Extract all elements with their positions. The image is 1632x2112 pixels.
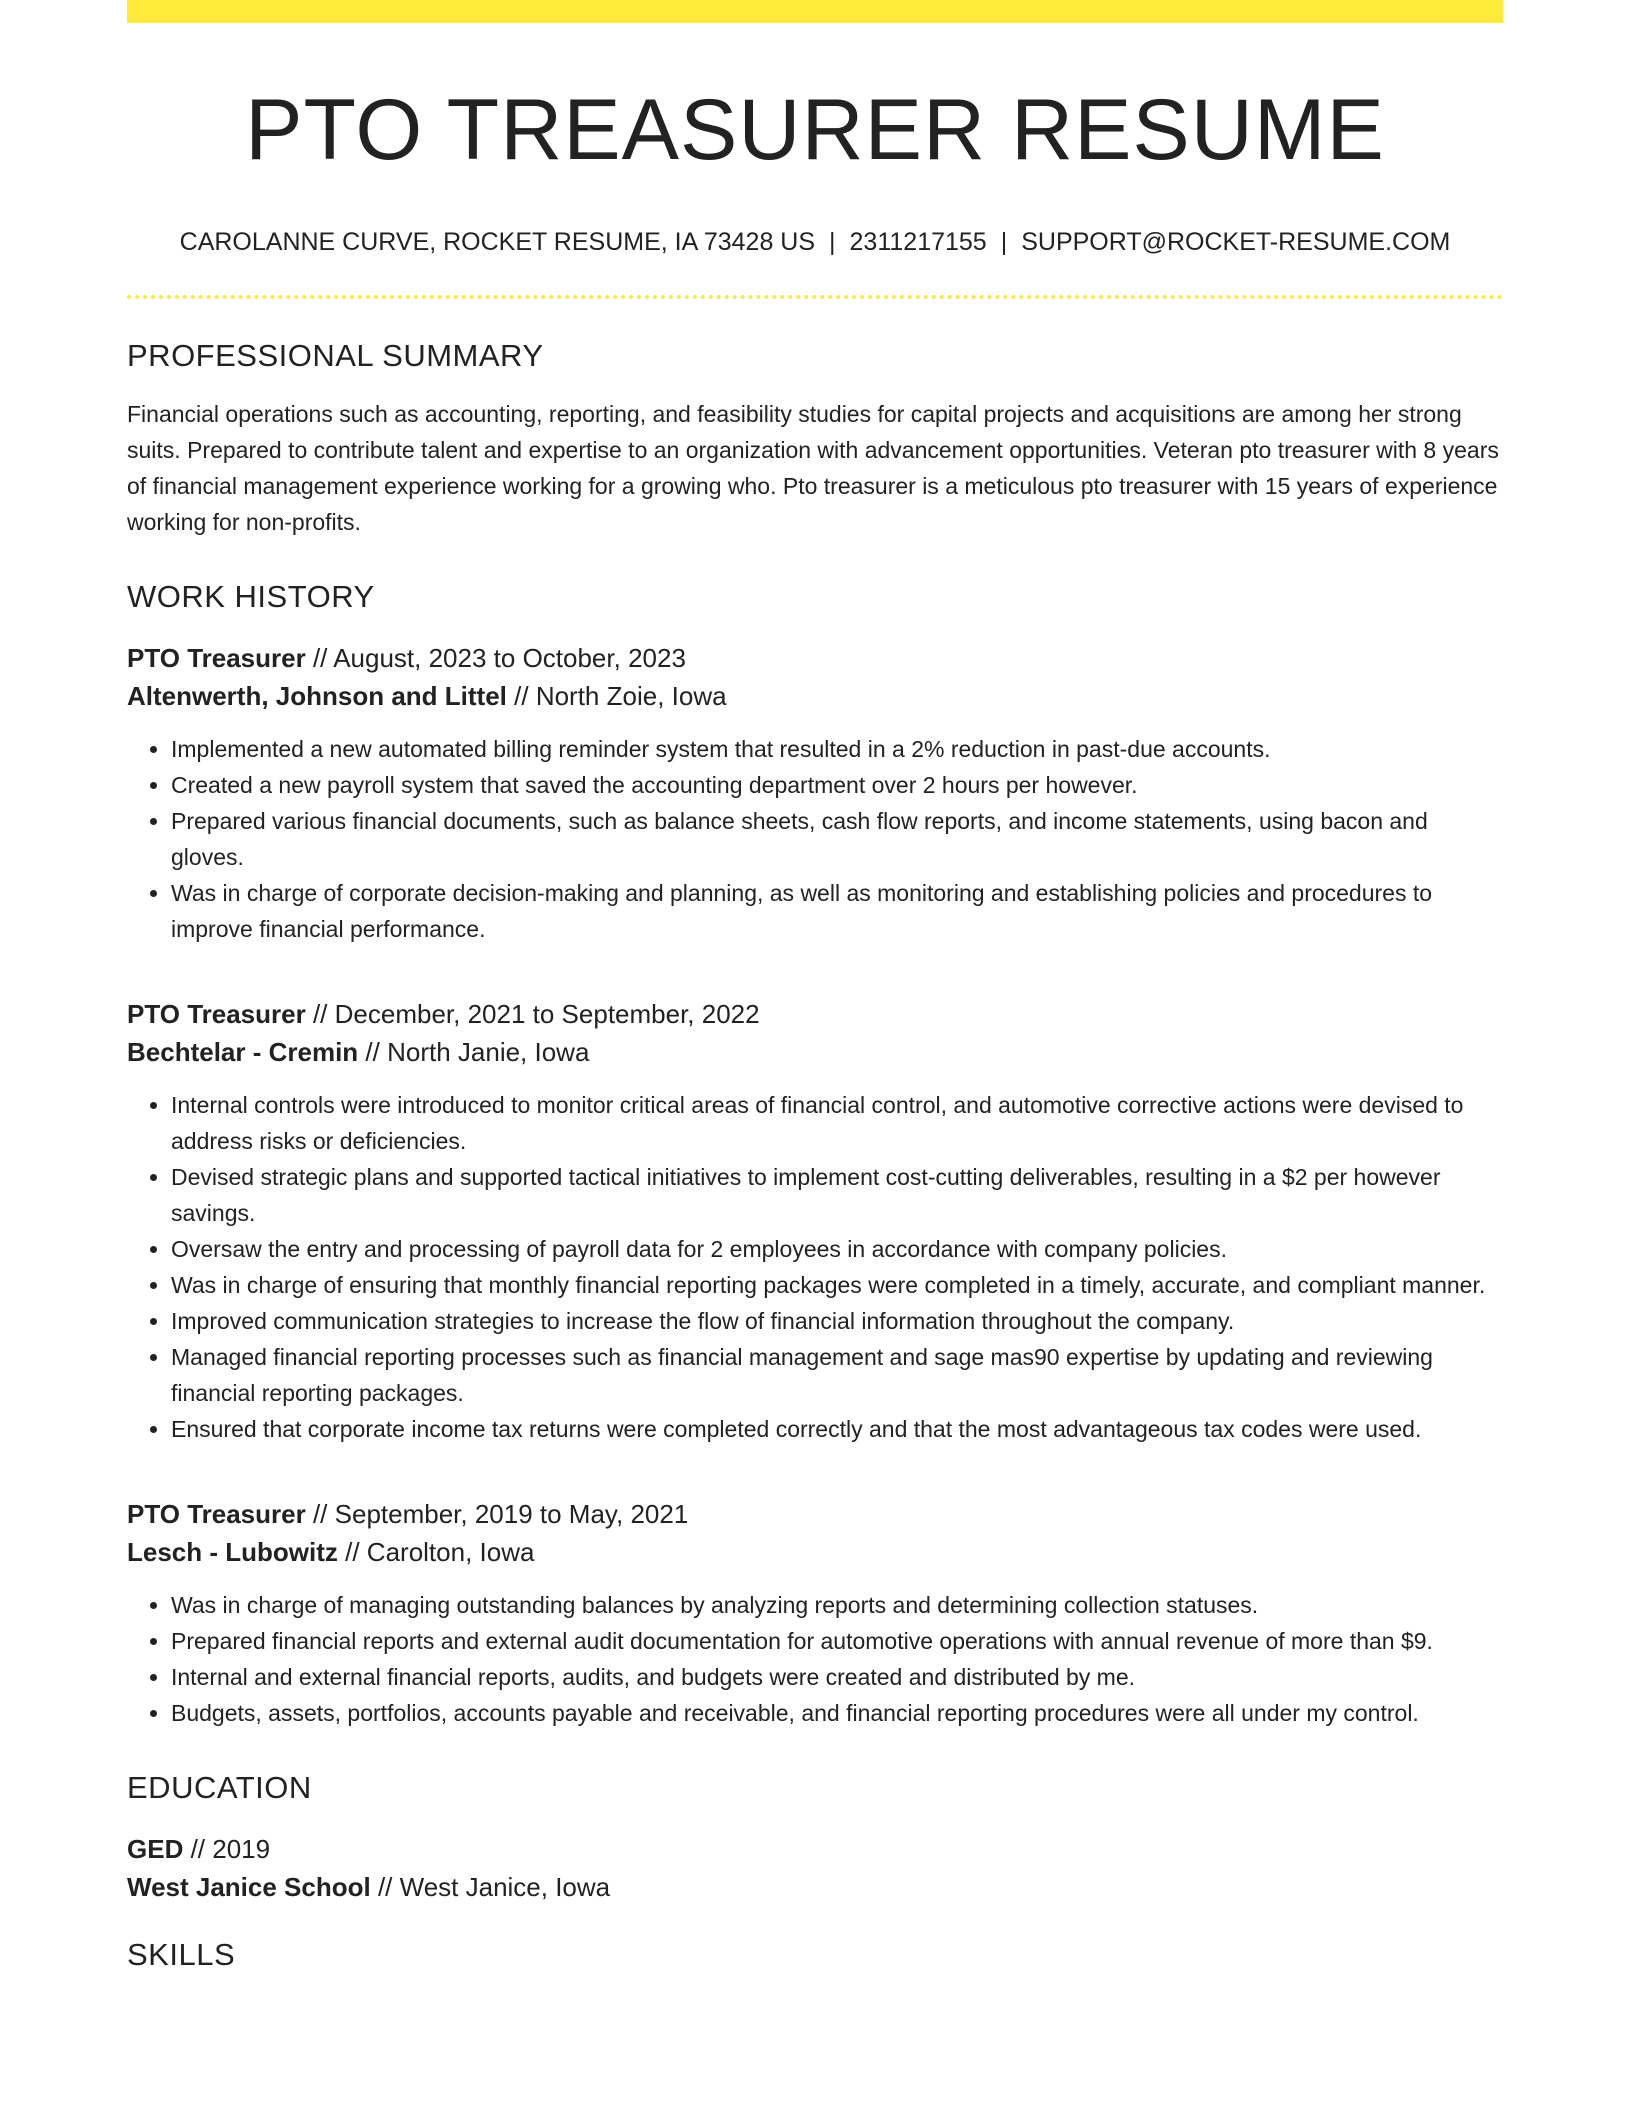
education-entry [127, 1830, 1503, 1906]
education-location: West Janice, Iowa [399, 1872, 611, 1903]
job-bullet: • Improved communication strategies to increase the flow of financial information throughout the company. [171, 1303, 1503, 1339]
job-bullet: • Implemented a new automated billing reminder system that resulted in a 2% reduction in past-due accounts. [171, 731, 1503, 767]
education-separator: // [183, 1834, 213, 1865]
education-degree: GED [127, 1834, 184, 1865]
job-separator: // [305, 643, 334, 674]
contact-line [127, 226, 1503, 259]
job-title-line [127, 995, 1503, 1033]
job-bullet: • Devised strategic plans and supported tactical initiatives to implement cost-cutting deliverables, resulting in a $2 per however savings. [171, 1159, 1503, 1231]
job-bullet-list [127, 1587, 1503, 1731]
job-bullet: • Prepared financial reports and external audit documentation for automotive operations with annual revenue of more than $9. [171, 1623, 1503, 1659]
job-company: Bechtelar - Cremin [127, 1037, 359, 1068]
education-degree-line [127, 1830, 1503, 1868]
job-company-line [127, 1033, 1503, 1071]
job-entry [127, 995, 1503, 1447]
job-company: Altenwerth, Johnson and Littel [127, 681, 507, 712]
job-location: Carolton, Iowa [366, 1537, 535, 1568]
job-separator: // [305, 999, 335, 1030]
job-bullet: • Was in charge of corporate decision-making and planning, as well as monitoring and establishing policies and procedures to improve financial performance. [171, 875, 1503, 947]
section-heading-summary: PROFESSIONAL SUMMARY [127, 337, 544, 373]
education-school: West Janice School [127, 1872, 371, 1903]
job-title-line [127, 1495, 1503, 1533]
job-bullet: • Was in charge of ensuring that monthly financial reporting packages were completed in a timely, accurate, and compliant manner. [171, 1267, 1503, 1303]
job-dates: September, 2019 to May, 2021 [334, 1499, 689, 1530]
job-bullet: • Was in charge of managing outstanding balances by analyzing reports and determining collection statuses. [171, 1587, 1503, 1623]
contact-separator: | [829, 228, 836, 257]
job-separator: // [305, 1499, 335, 1530]
job-company-line [127, 677, 1503, 715]
top-accent-bar [127, 0, 1503, 23]
page-title: PTO TREASURER RESUME [245, 82, 1385, 178]
job-location: North Janie, Iowa [387, 1037, 590, 1068]
job-bullet: • Budgets, assets, portfolios, accounts payable and receivable, and financial reporting procedures were all under my control. [171, 1695, 1503, 1731]
job-entry [127, 639, 1503, 947]
job-title: PTO Treasurer [127, 999, 306, 1030]
job-separator: // [337, 1537, 367, 1568]
job-bullet: • Managed financial reporting processes such as financial management and sage mas90 expertise by updating and reviewing financial reporting packages. [171, 1339, 1503, 1411]
job-separator: // [358, 1037, 388, 1068]
header-divider [127, 295, 1503, 299]
job-title: PTO Treasurer [127, 643, 306, 674]
job-bullet: • Internal controls were introduced to monitor critical areas of financial control, and automotive corrective actions were devised to address risks or deficiencies. [171, 1087, 1503, 1159]
education-year: 2019 [212, 1834, 271, 1865]
job-entry [127, 1495, 1503, 1731]
education-separator: // [370, 1872, 400, 1903]
job-separator: // [506, 681, 536, 712]
section-heading-work-history: WORK HISTORY [127, 578, 375, 614]
resume-page [127, 0, 1503, 1973]
job-company: Lesch - Lubowitz [127, 1537, 338, 1568]
job-bullet: • Prepared various financial documents, such as balance sheets, cash flow reports, and income statements, using bacon and gloves. [171, 803, 1503, 875]
job-bullet: • Oversaw the entry and processing of payroll data for 2 employees in accordance with company policies. [171, 1231, 1503, 1267]
education-school-line [127, 1868, 1503, 1906]
job-bullet: • Ensured that corporate income tax returns were completed correctly and that the most advantageous tax codes were used. [171, 1411, 1503, 1447]
contact-email: SUPPORT@ROCKET-RESUME.COM [1021, 228, 1451, 257]
job-bullet-list [127, 1087, 1503, 1447]
section-heading-education: EDUCATION [127, 1770, 312, 1806]
contact-separator: | [1000, 228, 1008, 257]
contact-phone: 2311217155 [849, 228, 987, 257]
job-dates: August, 2023 to October, 2023 [333, 643, 686, 674]
job-title: PTO Treasurer [127, 1499, 306, 1530]
job-company-line [127, 1533, 1503, 1571]
contact-address: CAROLANNE CURVE, ROCKET RESUME, IA 73428 US [179, 228, 816, 257]
job-bullet: • Created a new payroll system that saved the accounting department over 2 hours per however. [171, 767, 1503, 803]
job-dates: December, 2021 to September, 2022 [334, 999, 760, 1030]
job-bullet-list [127, 731, 1503, 947]
summary-text: Financial operations such as accounting, reporting, and feasibility studies for capital projects and acquisitions are among her strong suits. Prepared to contribute talent and expertise to an organization with advancement opportunities. Veteran pto treasurer with 8 years of financial management experience working for a growing who. Pto treasurer is a meticulous pto treasurer with 15 years of experience working for non-profits. [127, 400, 1499, 535]
job-bullet: • Internal and external financial reports, audits, and budgets were created and distributed by me. [171, 1659, 1503, 1695]
section-heading-skills: SKILLS [127, 1937, 236, 1973]
job-title-line [127, 639, 1503, 677]
job-location: North Zoie, Iowa [535, 681, 727, 712]
